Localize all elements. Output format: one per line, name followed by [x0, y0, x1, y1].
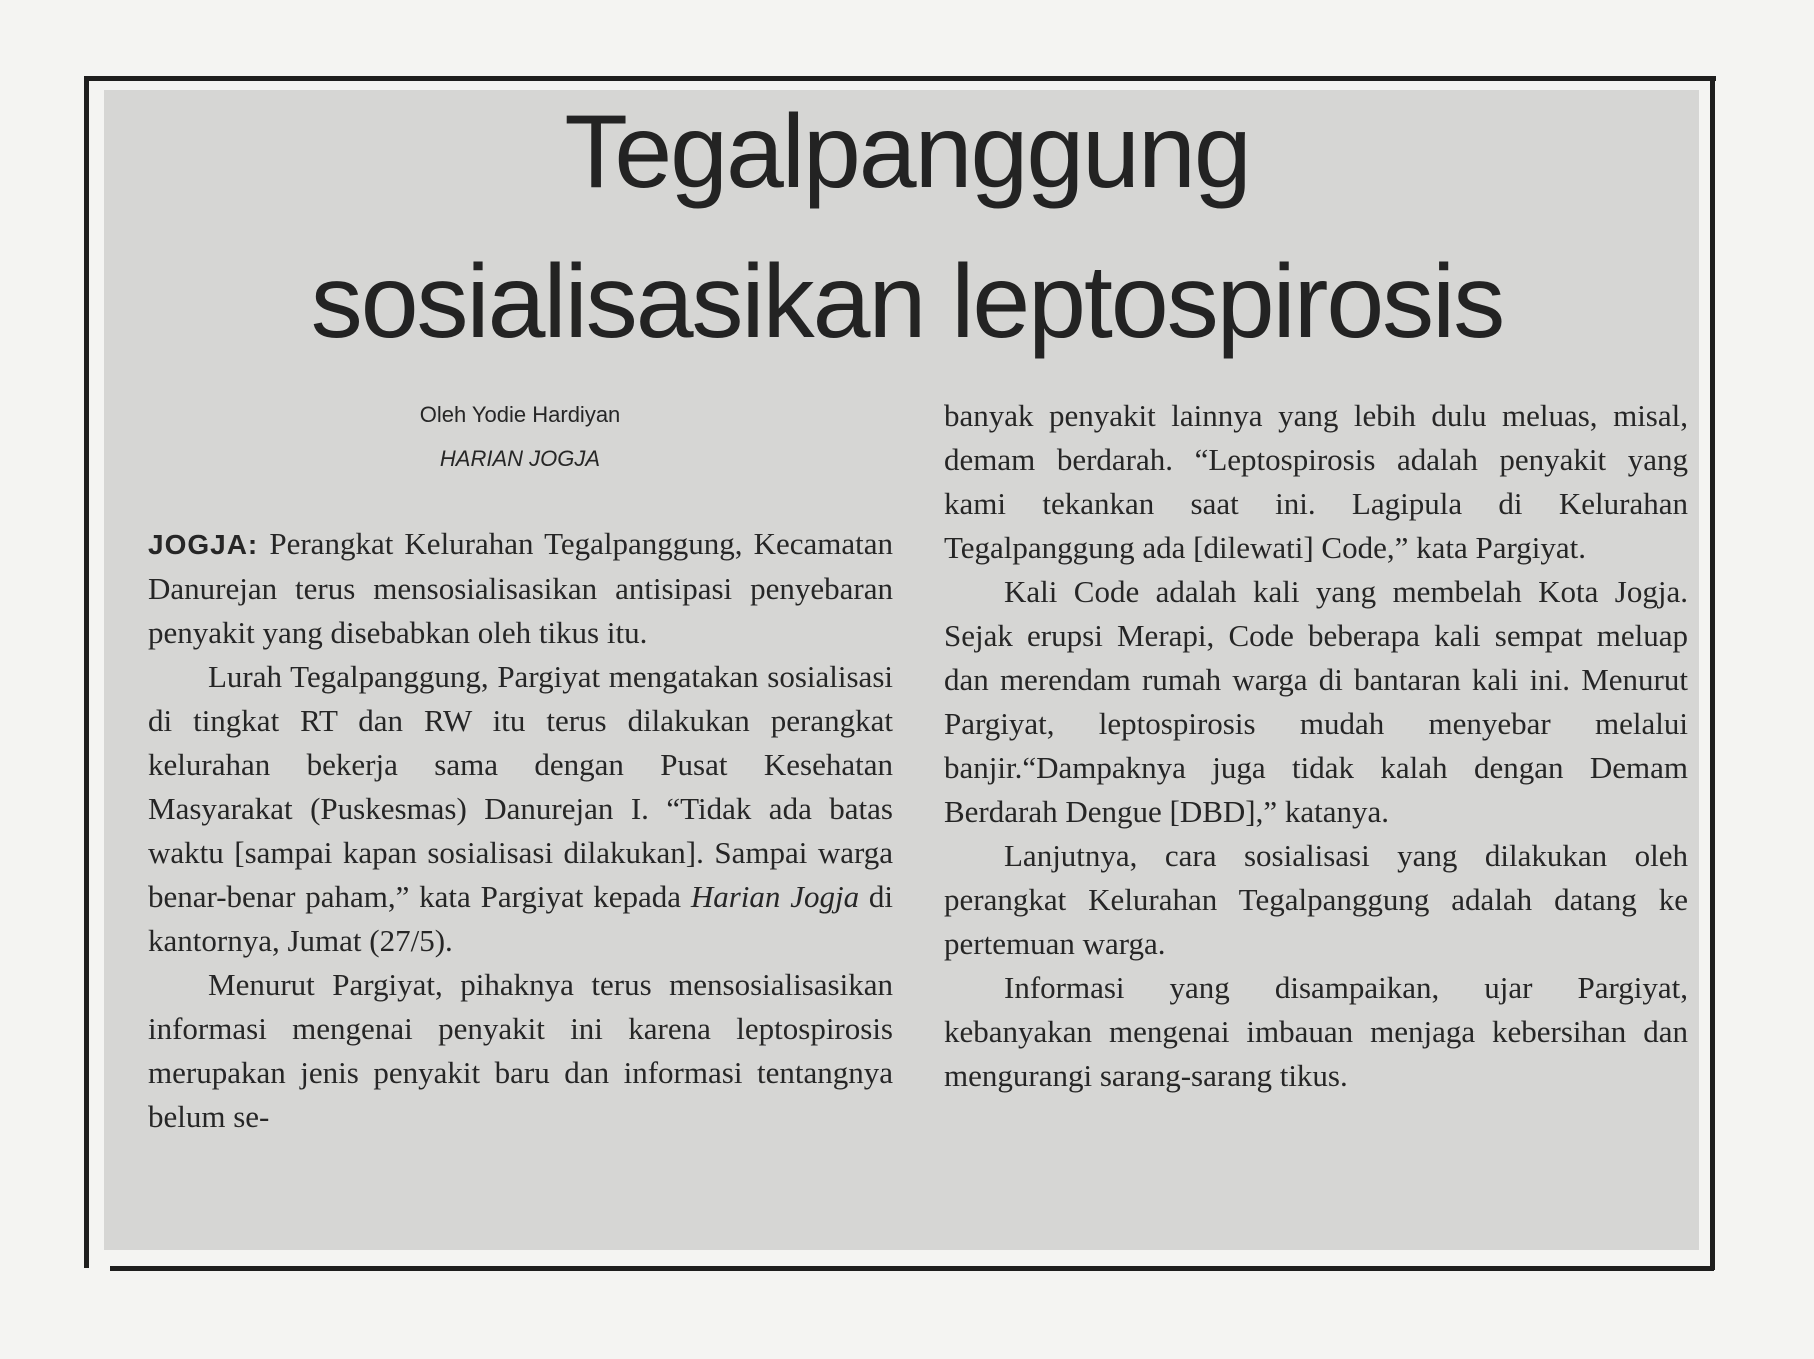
- frame-bottom: [110, 1266, 1714, 1271]
- article-column-right: [944, 394, 1688, 1098]
- article-paragraph: [944, 834, 1688, 966]
- paragraph-text: Perangkat Kelurahan Tegalpanggung, Kecamatan Danurejan terus mensosialisasikan antisipasi penyebaran penyakit yang disebabkan oleh tikus itu.: [148, 526, 893, 650]
- article-column-left: [148, 522, 893, 1139]
- article-paragraph: [148, 963, 893, 1139]
- frame-top: [84, 76, 1716, 81]
- byline-author: Oleh Yodie Hardiyan: [419, 402, 621, 427]
- article-paragraph-continued: [944, 394, 1688, 570]
- paragraph-text: Kali Code adalah kali yang membelah Kota Jogja. Sejak erupsi Merapi, Code beberapa kali sempat meluap dan merendam rumah warga di bantaran kali ini. Menurut Pargiyat, leptospirosis mudah menyebar melalui banjir.“Dampaknya juga tidak kalah dengan Demam Berdarah Dengue [DBD],” katanya.: [944, 574, 1688, 829]
- article-paragraph: [148, 655, 893, 963]
- headline-line-2: sosialisasikan leptospirosis: [310, 244, 1504, 360]
- paragraph-text: Lanjutnya, cara sosialisasi yang dilakukan oleh perangkat Kelurahan Tegalpanggung adalah datang ke pertemuan warga.: [944, 838, 1688, 961]
- byline-publication: HARIAN JOGJA: [439, 446, 601, 471]
- publication-name: Harian Jogja: [690, 879, 860, 914]
- paragraph-text: di kantornya, Jumat (27/5).: [148, 879, 894, 958]
- article-paragraph: [148, 522, 893, 655]
- paragraph-text: Lurah Tegalpanggung, Pargiyat mengatakan sosialisasi di tingkat RT dan RW itu terus dilakukan perangkat kelurahan bekerja sama dengan Pusat Kesehatan Masyarakat (Puskesmas) Danurejan I. “Tidak ada batas waktu [sampai kapan sosialisasi dilakukan]. Sampai warga benar-benar paham,” kata Pargiyat kepada: [148, 659, 893, 914]
- article-paragraph: [944, 570, 1688, 834]
- paragraph-text: Menurut Pargiyat, pihaknya terus mensosialisasikan informasi mengenai penyakit ini karena leptospirosis merupakan jenis penyakit baru dan informasi tentangnya belum se-: [148, 967, 893, 1134]
- dateline: JOGJA:: [148, 529, 259, 560]
- article-paragraph: [944, 966, 1688, 1098]
- paragraph-text: banyak penyakit lainnya yang lebih dulu meluas, misal, demam berdarah. “Leptospirosis adalah penyakit yang kami tekankan saat ini. Lagipula di Kelurahan Tegalpanggung ada [dilewati] Code,” kata Pargiyat.: [944, 398, 1688, 565]
- headline-line-1: Tegalpanggung: [564, 94, 1250, 210]
- paragraph-text: Informasi yang disampaikan, ujar Pargiyat, kebanyakan mengenai imbauan menjaga kebersihan dan mengurangi sarang-sarang tikus.: [944, 970, 1688, 1093]
